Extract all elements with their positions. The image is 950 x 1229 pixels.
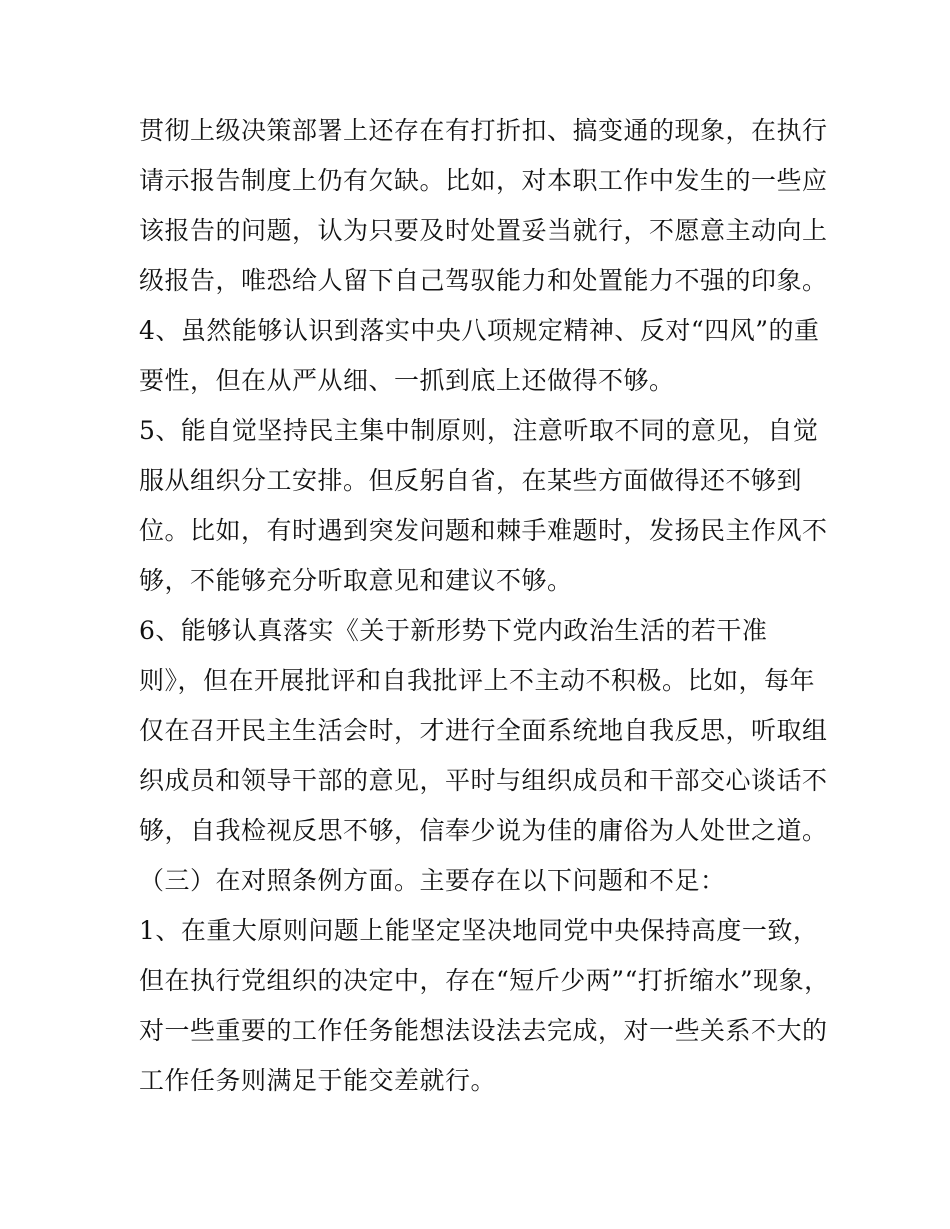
section-heading: （三）在对照条例方面。主要存在以下问题和不足： <box>139 866 726 895</box>
text-line-18: 但在执行党组织的决定中，存在“短斤少两”“打折缩水”现象， <box>139 966 830 995</box>
text-line-19: 对一些重要的工作任务能想法设法去完成，对一些关系不大的 <box>139 1016 828 1045</box>
text-line-6: 要性，但在从严从细、一抓到底上还做得不够。 <box>139 366 675 395</box>
text-line-15: 够，自我检视反思不够，信奉少说为佳的庸俗为人处世之道。 <box>139 816 828 845</box>
text-line-5: 4、虽然能够认识到落实中央八项规定精神、反对“四风”的重 <box>139 316 820 345</box>
text-line-8: 服从组织分工安排。但反躬自省，在某些方面做得还不够到 <box>139 466 803 495</box>
text-line-3: 该报告的问题，认为只要及时处置妥当就行，不愿意主动向上 <box>139 216 828 245</box>
text-line-7: 5、能自觉坚持民主集中制原则，注意听取不同的意见，自觉 <box>139 416 819 445</box>
text-line-4: 级报告，唯恐给人留下自己驾驭能力和处置能力不强的印象。 <box>139 266 828 295</box>
text-line-20: 工作任务则满足于能交差就行。 <box>139 1066 497 1095</box>
text-line-2: 请示报告制度上仍有欠缺。比如，对本职工作中发生的一些应 <box>139 166 828 195</box>
text-line-12: 则》，但在开展批评和自我批评上不主动不积极。比如，每年 <box>139 666 816 695</box>
text-line-13: 仅在召开民主生活会时，才进行全面系统地自我反思，听取组 <box>139 716 828 745</box>
text-line-14: 织成员和领导干部的意见，平时与组织成员和干部交心谈话不 <box>139 766 828 795</box>
text-line-1: 贯彻上级决策部署上还存在有打折扣、搞变通的现象，在执行 <box>139 116 828 145</box>
text-line-11: 6、能够认真落实《关于新形势下党内政治生活的若干准 <box>139 616 768 645</box>
text-line-10: 够，不能够充分听取意见和建议不够。 <box>139 566 573 595</box>
text-line-9: 位。比如，有时遇到突发问题和棘手难题时，发扬民主作风不 <box>139 516 828 545</box>
text-line-17: 1、在重大原则问题上能坚定坚决地同党中央保持高度一致， <box>139 916 819 945</box>
